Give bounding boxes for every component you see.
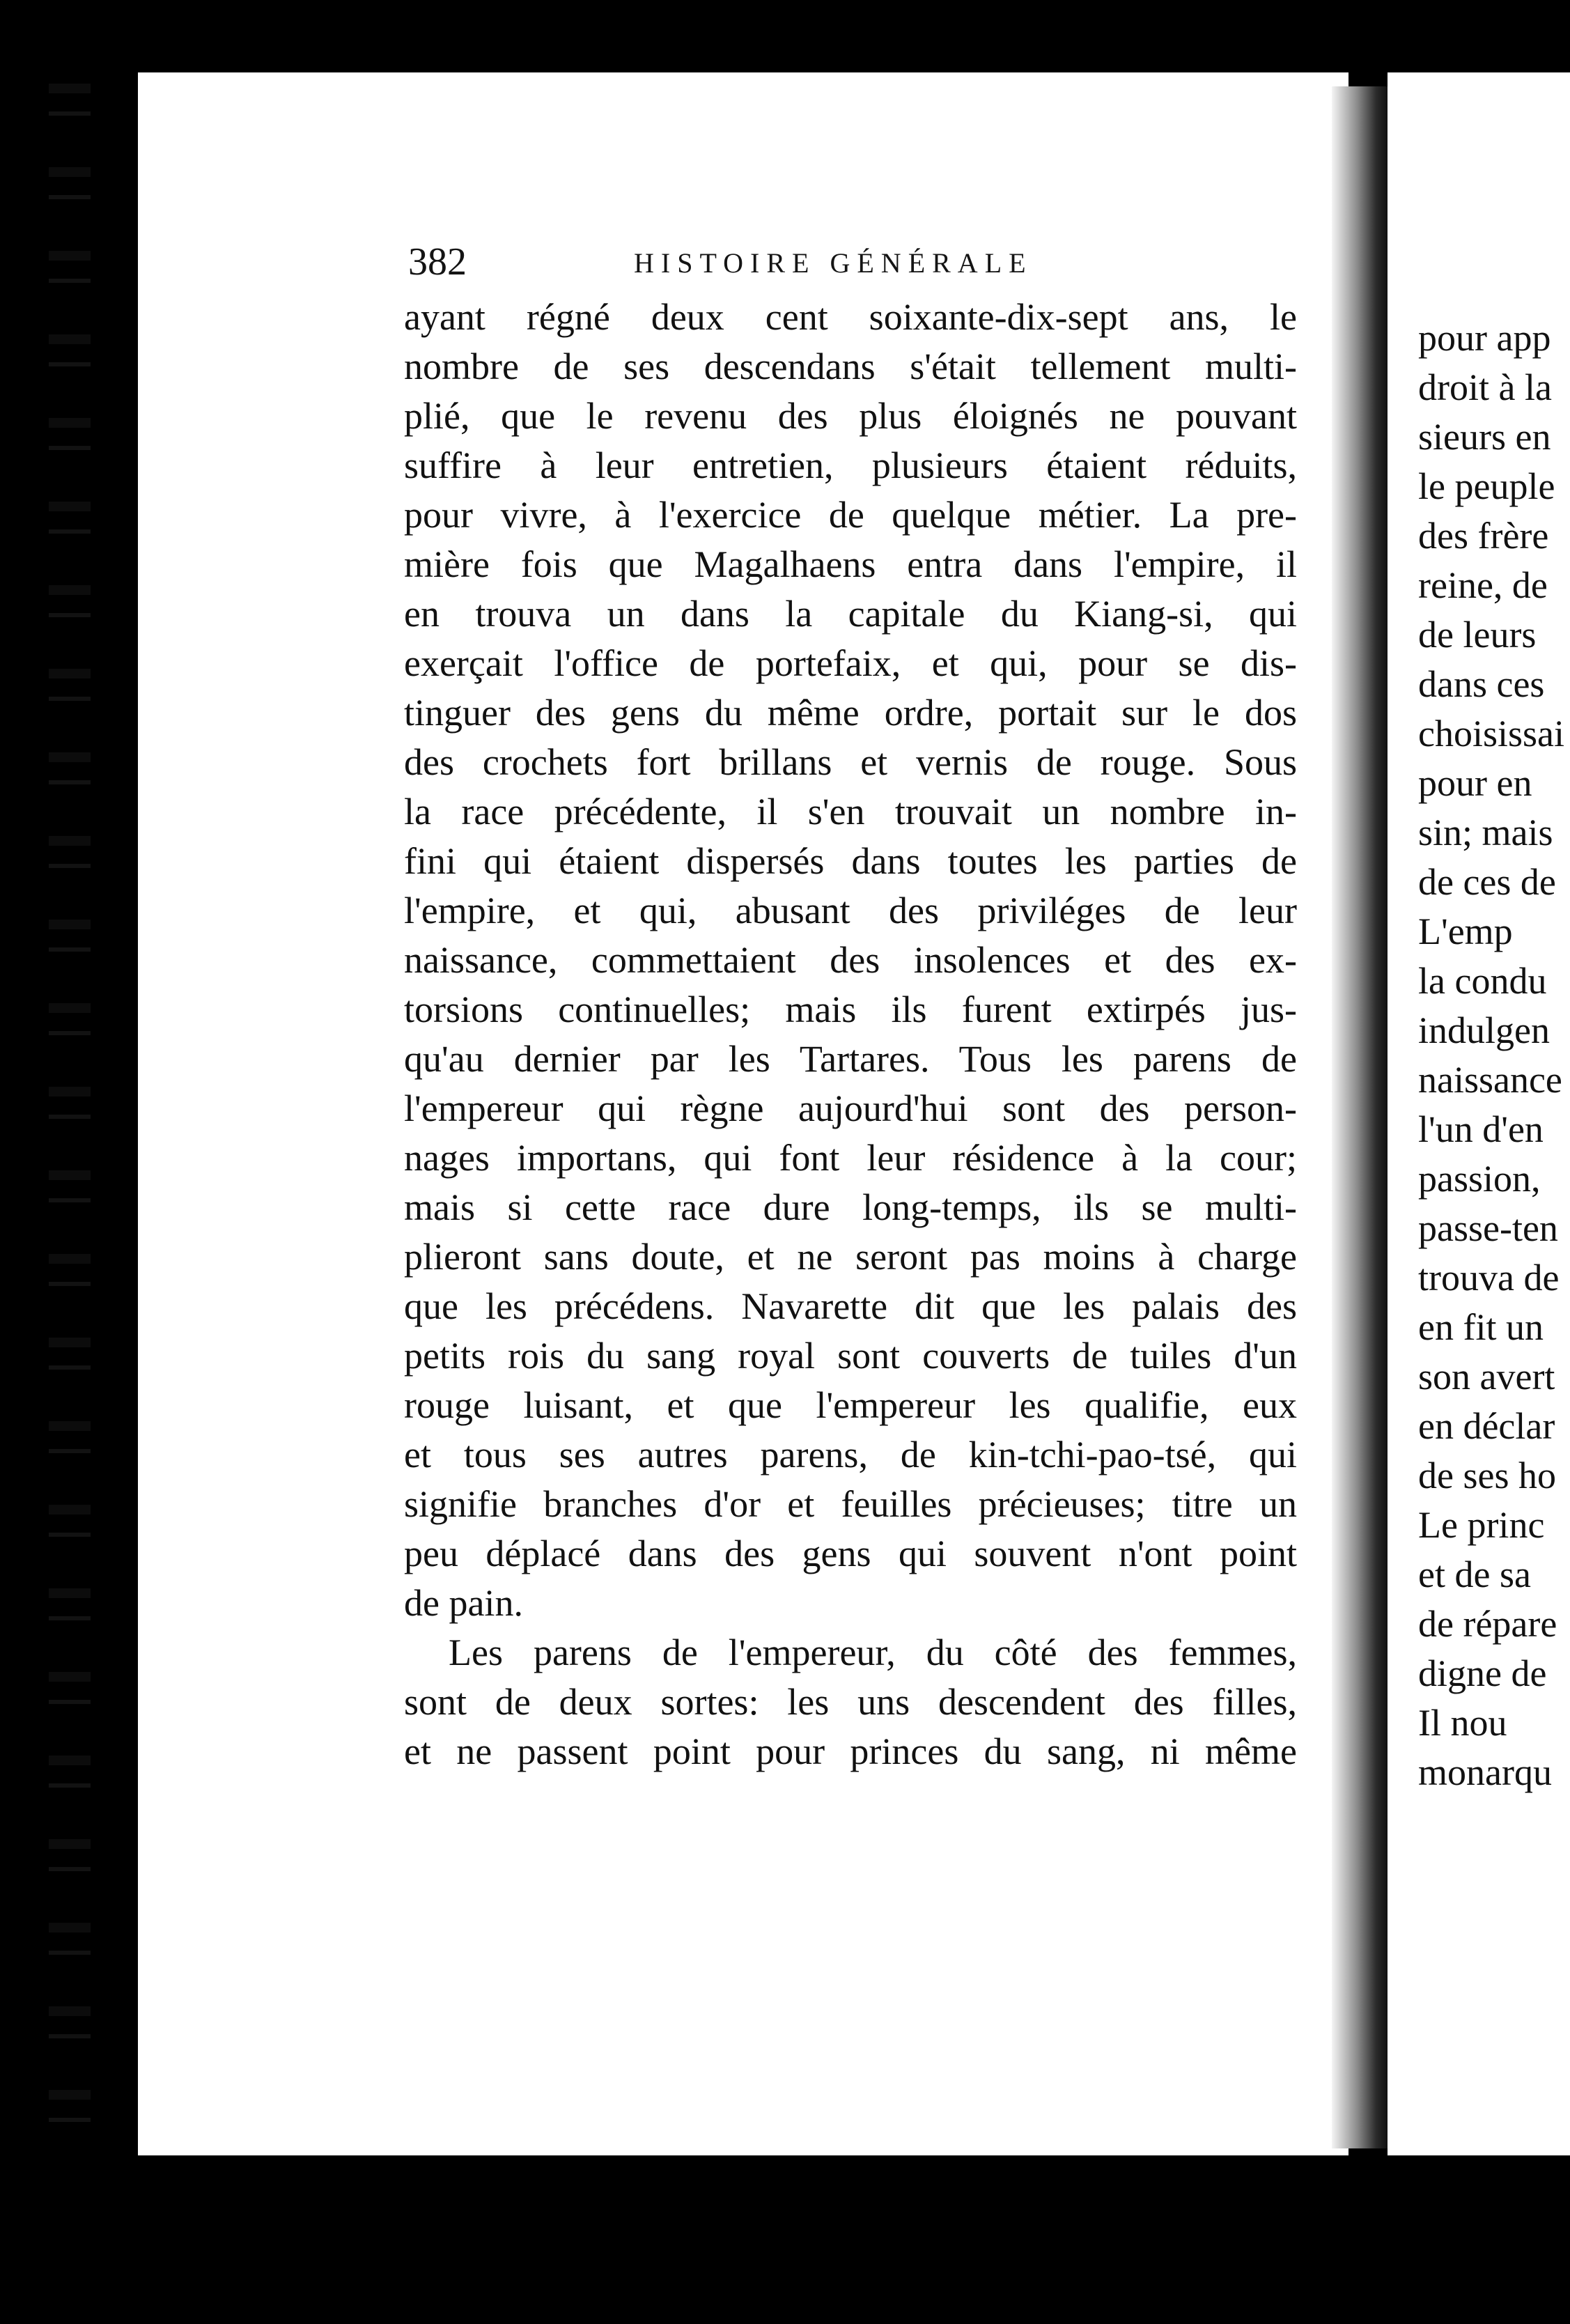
text-line: de pain. (404, 1582, 523, 1624)
text-line: plié, que le revenu des plus éloignés ne pouvant (404, 395, 1297, 437)
text-line: des crochets fort brillans et vernis de rouge. Sous (404, 741, 1297, 783)
text-line: nombre de ses descendans s'était tellement multi- (404, 346, 1297, 387)
text-line: l'empereur qui règne aujourd'hui sont des person- (404, 1087, 1297, 1129)
text-line: et tous ses autres parens, de kin-tchi-pao-tsé, qui (404, 1434, 1297, 1475)
page-number: 382 (408, 240, 467, 284)
text-line: sont de deux sortes: les uns descendent des filles, (404, 1681, 1297, 1723)
body-text (404, 293, 1297, 1776)
text-line: exerçait l'office de portefaix, et qui, pour se dis- (404, 642, 1297, 684)
text-line: pour vivre, à l'exercice de quelque métier. La pre- (404, 494, 1297, 536)
text-line: peu déplacé dans des gens qui souvent n'ont point (404, 1533, 1297, 1574)
text-line: mais si cette race dure long-temps, ils se multi- (404, 1186, 1297, 1228)
right-page-line: des frère (1418, 515, 1549, 557)
right-page-line: de répare (1418, 1603, 1557, 1645)
text-line: rouge luisant, et que l'empereur les qualifie, eux (404, 1384, 1297, 1426)
right-page-line: L'emp (1418, 911, 1513, 952)
text-line: signifie branches d'or et feuilles précieuses; titre un (404, 1483, 1297, 1525)
right-page-line: digne de (1418, 1652, 1547, 1694)
right-page-line: Le princ (1418, 1504, 1545, 1546)
right-page-line: le peuple (1418, 465, 1555, 507)
right-page-line: indulgen (1418, 1009, 1550, 1051)
right-page-line: dans ces (1418, 663, 1545, 705)
right-page-line: sin; mais (1418, 812, 1553, 853)
right-page-line: reine, de (1418, 564, 1548, 606)
text-line: nages importans, qui font leur résidence à la cour; (404, 1137, 1297, 1179)
right-page-line: naissance (1418, 1059, 1562, 1101)
right-page-text (1418, 313, 1570, 1797)
right-page-line: trouva de (1418, 1257, 1560, 1299)
page-header (408, 240, 1314, 288)
text-line: plieront sans doute, et ne seront pas moins à charge (404, 1236, 1297, 1278)
binding-edge (49, 84, 91, 2174)
right-page-line: de ses ho (1418, 1455, 1556, 1496)
text-line: petits rois du sang royal sont couverts de tuiles d'un (404, 1335, 1297, 1377)
right-page-line: choisissai (1418, 713, 1564, 754)
right-page-line: la condu (1418, 960, 1547, 1002)
text-line: ayant régné deux cent soixante-dix-sept ans, le (404, 296, 1297, 338)
text-line: tinguer des gens du même ordre, portait sur le dos (404, 692, 1297, 734)
right-page-line: de leurs (1418, 614, 1537, 656)
text-line: torsions continuelles; mais ils furent extirpés jus- (404, 989, 1297, 1030)
right-page-line: pour en (1418, 762, 1532, 804)
right-page-line: droit à la (1418, 366, 1552, 408)
right-page-line: de ces de (1418, 861, 1556, 903)
running-title: HISTOIRE GÉNÉRALE (634, 247, 1033, 279)
right-page-line: passion, (1418, 1158, 1541, 1200)
text-line: fini qui étaient dispersés dans toutes les parties de (404, 840, 1297, 882)
right-page-line: passe-ten (1418, 1207, 1558, 1249)
text-line: et ne passent point pour princes du sang, ni même (404, 1730, 1297, 1772)
text-line: que les précédens. Navarette dit que les palais des (404, 1285, 1297, 1327)
right-page-line: en fit un (1418, 1306, 1544, 1348)
right-page-line: sieurs en (1418, 416, 1551, 458)
text-line: naissance, commettaient des insolences et des ex- (404, 939, 1297, 981)
text-line: la race précédente, il s'en trouvait un nombre in- (404, 791, 1297, 832)
right-page-line: en déclar (1418, 1405, 1555, 1447)
text-line: en trouva un dans la capitale du Kiang-si, qui (404, 593, 1297, 635)
right-page-line: son avert (1418, 1356, 1555, 1397)
right-page-line: l'un d'en (1418, 1108, 1544, 1150)
text-line: qu'au dernier par les Tartares. Tous les parens de (404, 1038, 1297, 1080)
text-line: mière fois que Magalhaens entra dans l'empire, il (404, 543, 1297, 585)
right-page-line: monarqu (1418, 1751, 1552, 1793)
book-gutter (1332, 86, 1388, 2148)
text-line: Les parens de l'empereur, du côté des femmes, (449, 1632, 1297, 1673)
text-line: suffire à leur entretien, plusieurs étaient réduits, (404, 444, 1297, 486)
text-line: l'empire, et qui, abusant des priviléges de leur (404, 890, 1297, 931)
right-page-line: et de sa (1418, 1554, 1531, 1595)
right-page-line: pour app (1418, 317, 1551, 359)
right-page-line: Il nou (1418, 1702, 1507, 1744)
